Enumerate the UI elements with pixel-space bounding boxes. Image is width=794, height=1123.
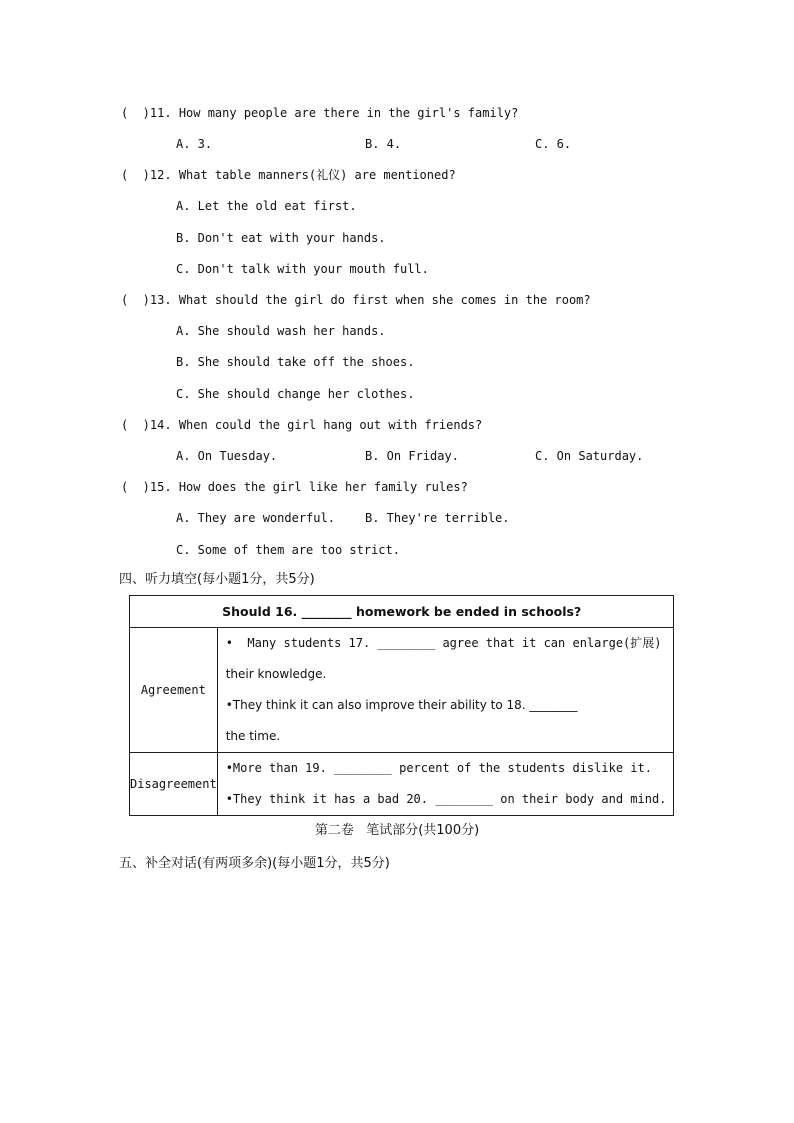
disagreement-line: •More than 19. ________ percent of the students dislike it.: [225, 761, 652, 775]
agreement-label: Agreement: [130, 628, 218, 753]
option-14-b: B. On Friday.: [365, 449, 459, 463]
option-13-a: A. She should wash her hands.: [176, 324, 386, 338]
agreement-line: •They think it can also improve their ability to 18. ________: [225, 698, 578, 712]
option-11-c: C. 6.: [535, 137, 572, 151]
option-12-b: B. Don't eat with your hands.: [176, 231, 386, 245]
option-12-a: A. Let the old eat first.: [176, 199, 357, 213]
option-14-a: A. On Tuesday.: [176, 449, 278, 463]
agreement-line: their knowledge.: [225, 667, 327, 681]
section-4-heading: 四、听力填空(每小题1分，共5分): [119, 572, 315, 587]
option-14-c: C. On Saturday.: [535, 449, 644, 463]
option-12-c: C. Don't talk with your mouth full.: [176, 262, 429, 276]
listening-table: [129, 595, 674, 816]
option-13-c: C. She should change her clothes.: [176, 387, 415, 401]
question-14: [121, 417, 482, 433]
question-number: ( )13.: [121, 293, 172, 307]
question-number: ( )15.: [121, 480, 172, 494]
section-5-heading: 五、补全对话(有两项多余)(每小题1分，共5分): [119, 856, 390, 871]
agreement-line: • Many students 17. ________ agree that it can enlarge(扩展): [225, 636, 662, 650]
option-11-a: A. 3.: [176, 137, 213, 151]
question-number: ( )11.: [121, 106, 172, 120]
table-title: Should 16. ________ homework be ended in schools?: [130, 596, 674, 628]
disagreement-line: •They think it has a bad 20. ________ on their body and mind.: [225, 792, 667, 806]
agreement-line: the time.: [225, 729, 281, 743]
part-2-title: 第二卷 笔试部分(共100分): [314, 823, 480, 838]
question-13: [121, 292, 591, 308]
disagreement-content: [217, 753, 674, 816]
question-stem: How does the girl like her family rules?: [178, 480, 468, 494]
question-number: ( )12.: [121, 168, 172, 182]
option-11-b: B. 4.: [365, 137, 402, 151]
question-stem: How many people are there in the girl's family?: [178, 106, 519, 120]
option-15-a: A. They are wonderful.: [176, 511, 335, 525]
question-number: ( )14.: [121, 418, 172, 432]
option-15-c: C. Some of them are too strict.: [176, 543, 400, 557]
question-stem: When could the girl hang out with friends?: [178, 418, 483, 432]
agreement-content: [217, 628, 674, 753]
question-12: [121, 167, 456, 183]
option-13-b: B. She should take off the shoes.: [176, 355, 415, 369]
question-11: [121, 105, 518, 121]
disagreement-label: Disagreement: [130, 753, 218, 816]
question-stem: What table manners(礼仪) are mentioned?: [178, 168, 456, 182]
option-15-b: B. They're terrible.: [365, 511, 510, 525]
question-15: [121, 479, 468, 495]
question-stem: What should the girl do first when she comes in the room?: [178, 293, 591, 307]
